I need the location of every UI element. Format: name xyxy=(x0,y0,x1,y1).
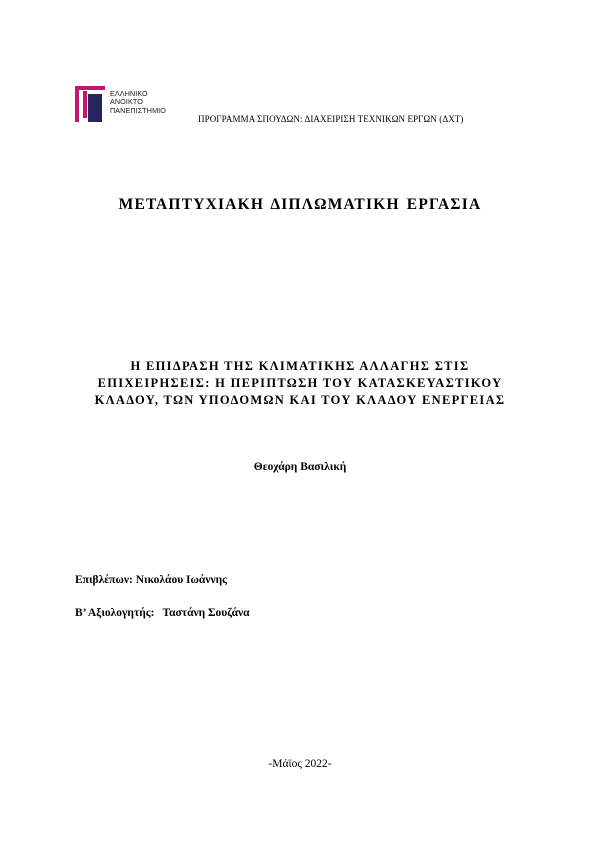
supervisor-line xyxy=(75,574,227,586)
thesis-title xyxy=(60,358,540,409)
logo-line: ΠΑΝΕΠΙΣΤΗΜΙΟ xyxy=(110,105,166,115)
logo-line: ΕΛΛΗΝΙΚΟ xyxy=(110,89,148,98)
hellenic-open-university-logo-icon xyxy=(75,86,105,122)
university-logo xyxy=(75,86,166,122)
author-name: Θεοχάρη Βασιλική xyxy=(253,461,347,473)
second-examiner-line xyxy=(75,607,250,619)
logo-text xyxy=(110,90,166,115)
submission-date: -Μάϊος 2022- xyxy=(268,758,332,770)
program-of-studies: ΠΡΟΓΡΑΜΜΑ ΣΠΟΥΔΩΝ: ΔΙΑΧΕΙΡΙΣΗ ΤΕΧΝΙΚΩΝ ΕΡΓΩΝ (ΔΧΤ) xyxy=(198,114,464,124)
second-examiner-label: Β’ Αξιολογητής: xyxy=(75,607,155,619)
supervisor-name: Νικολάου Ιωάννης xyxy=(135,574,228,586)
supervisor-label: Επιβλέπων: xyxy=(75,574,133,586)
thesis-title-line: Η ΕΠΙΔΡΑΣΗ ΤΗΣ ΚΛΙΜΑΤΙΚΗΣ ΑΛΛΑΓΗΣ ΣΤΙΣ xyxy=(130,359,470,373)
logo-line: ΑΝΟΙΚΤΟ xyxy=(110,97,143,107)
thesis-title-line: ΚΛΑΔΟΥ, ΤΩΝ ΥΠΟΔΟΜΩΝ ΚΑΙ ΤΟΥ ΚΛΑΔΟΥ ΕΝΕΡΓΕΙΑΣ xyxy=(94,393,506,407)
thesis-title-line: ΕΠΙΧΕΙΡΗΣΕΙΣ: Η ΠΕΡΙΠΤΩΣΗ ΤΟΥ ΚΑΤΑΣΚΕΥΑΣΤΙΚΟΥ xyxy=(97,376,503,390)
second-examiner-name: Ταστάνη Σουζάνα xyxy=(162,607,250,619)
document-type-heading: ΜΕΤΑΠΤΥΧΙΑΚΗ ΔΙΠΛΩΜΑΤΙΚΗ ΕΡΓΑΣΙΑ xyxy=(118,196,482,213)
